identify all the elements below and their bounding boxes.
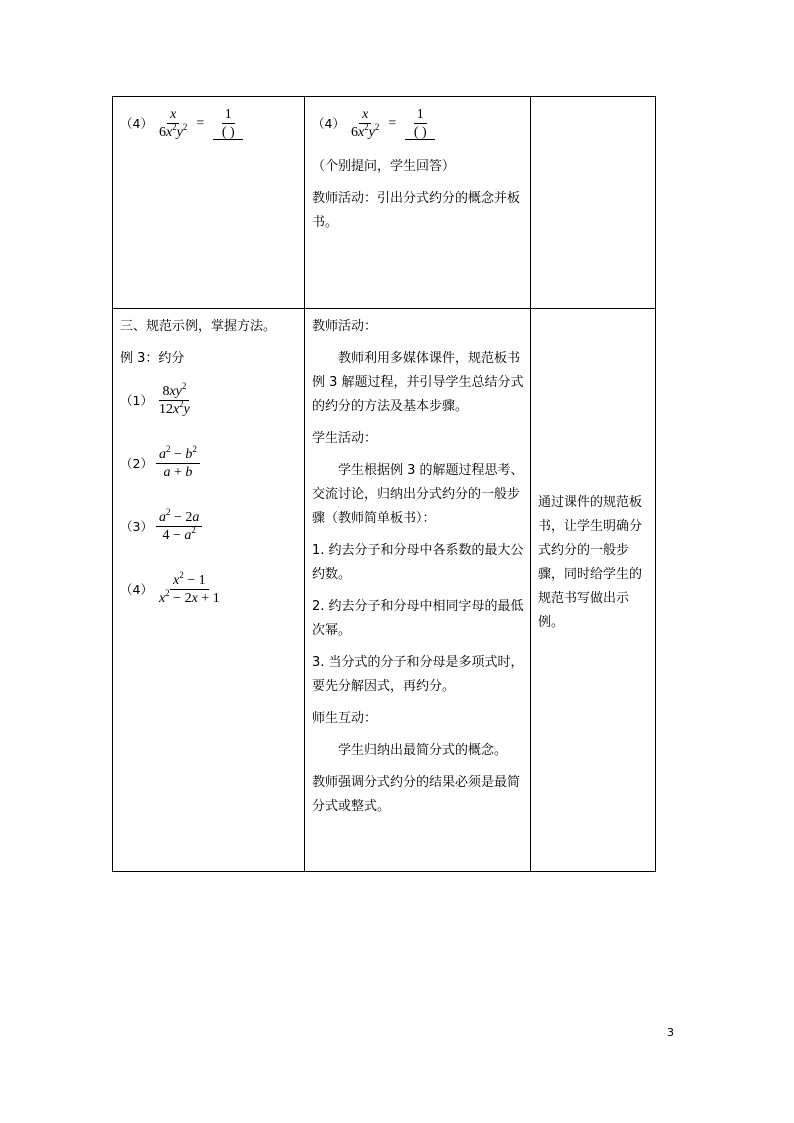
lesson-plan-table — [112, 96, 656, 872]
interaction-text: 学生归纳出最简分式的概念。 — [338, 743, 508, 758]
example-item: （1） $\frac{8xy^2}{12x^2y}$ — [120, 381, 190, 417]
student-activity-title: 学生活动： — [312, 431, 378, 446]
table-row — [113, 309, 656, 872]
item-label: （4） — [312, 115, 345, 131]
teacher-activity-title: 教师活动： — [312, 319, 378, 334]
teacher-activity: 教师活动：引出分式约分的概念并板书。 — [312, 191, 521, 230]
student-activity-text: 学生根据例 3 的解题过程思考、交流讨论，归纳出分式约分的一般步骤（教师简单板书）： — [312, 463, 524, 526]
example-item: （2） $\frac{a^2 - b^2}{a + b}$ — [120, 446, 298, 481]
fraction-equation: （4） $\frac{x}{6x^2y^2}$ = $\frac{1}{( )}$ — [312, 106, 524, 141]
interaction-title: 师生互动： — [312, 711, 378, 726]
row1-col1 — [113, 97, 305, 309]
row1-col3 — [531, 97, 656, 309]
example-item: （4） $\frac{x^2 - 1}{x^2 - 2x + 1}$ — [120, 570, 220, 606]
step-2: 2. 约去分子和分母中相同字母的最低次幂。 — [312, 599, 524, 638]
table-row — [113, 97, 656, 309]
page-number: 3 — [667, 1026, 674, 1039]
step-3: 3. 当分式的分子和分母是多项式时，要先分解因式，再约分。 — [312, 655, 524, 694]
row1-col2 — [305, 97, 531, 309]
fraction-equation: （4） $\frac{x}{6x^2y^2}$ = $\frac{1}{( )}$ — [120, 106, 298, 141]
item-label: （4） — [120, 115, 153, 131]
row2-col2 — [305, 309, 531, 872]
step-1: 1. 约去分子和分母中各系数的最大公约数。 — [312, 543, 524, 582]
section-heading: 三、规范示例，掌握方法。 — [120, 319, 277, 334]
row2-col1 — [113, 309, 305, 872]
teacher-emphasis: 教师强调分式约分的结果必须是最简分式或整式。 — [312, 775, 521, 814]
answer-note: （个别提问，学生回答） — [312, 159, 456, 174]
example-title: 例 3：约分 — [120, 351, 185, 366]
teacher-activity-text: 教师利用多媒体课件，规范板书例 3 解题过程，并引导学生总结分式的约分的方法及基本步骤。 — [312, 351, 524, 414]
example-item: （3） $\frac{a^2 - 2a}{4 - a^2}$ — [120, 509, 298, 544]
row2-col3 — [531, 309, 656, 872]
design-intent: 通过课件的规范板书，让学生明确分式约分的一般步骤，同时给学生的规范书写做出示例。 — [538, 495, 643, 630]
